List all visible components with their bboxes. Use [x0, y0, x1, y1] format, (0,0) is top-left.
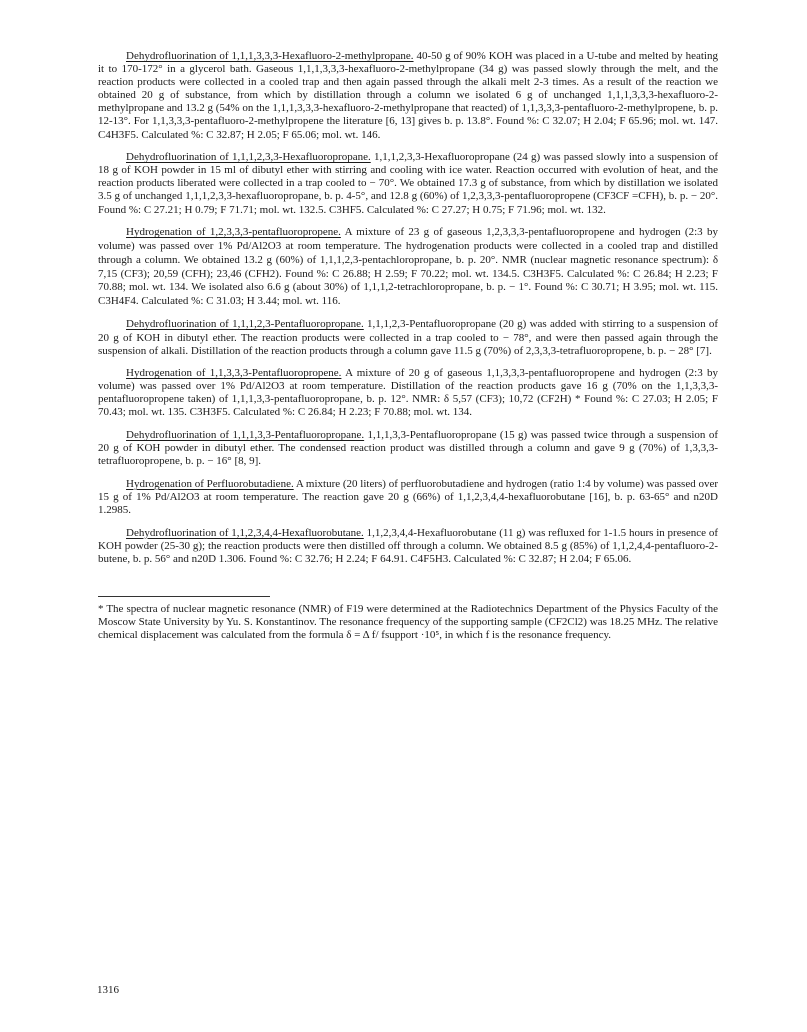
paragraph-2-title: Dehydrofluorination of 1,1,1,2,3,3-Hexafluoropropane. — [126, 151, 371, 164]
paragraph-7-title: Hydrogenation of Perfluorobutadiene. — [126, 477, 294, 490]
paragraph-1-title: Dehydrofluorination of 1,1,1,3,3,3-Hexafluoro-2-methylpropane. — [126, 50, 414, 62]
footnote: * The spectra of nuclear magnetic resonance (NMR) of F19 were determined at the Radiotechnics Department of the Physics Faculty of the Moscow State University by Yu. S. Konstantinov. The resonance frequency of the supporting sample (CF2Cl2) was 18.25 MHz. The relative chemical displacement was calculated from the formula δ = Δ f/ fsupport ·10⁵, in which f is the resonance frequency. — [98, 602, 718, 642]
paragraph-4 — [98, 318, 718, 357]
paragraph-8-body: 1,1,2,3,4,4-Hexafluorobutane (11 g) was refluxed for 1-1.5 hours in presence of KOH powder (25-30 g); the reaction products were then distilled off through a column. We obtained 8.5 g (85%) of 1,1,2,4,4-pentafluoro-2-butene, b. p. 56° and n20D 1.306. Found %: C 32.76; H 2.24; F 64.91. C4F5H3. Calculated %: C 32.87; H 2.04; F 65.06. — [98, 526, 718, 565]
paragraph-5 — [98, 367, 718, 419]
paragraph-8-title: Dehydrofluorination of 1,1,2,3,4,4-Hexafluorobutane. — [126, 526, 364, 539]
paragraph-3-body: A mixture of 23 g of gaseous 1,2,3,3,3-pentafluoropropene and hydrogen (2:3 by volume) was passed over 1% Pd/Al2O3 at room temperature. The hydrogenation products were collected in a cooled trap and distilled through a column. We obtained 13.2 g (60%) of 1,1,1,2,3-pentachloropropane, b. p. 20°. NMR (nuclear magnetic resonance spectrum): δ 7,15 (CF3); 20,59 (CFH); 23,46 (CFH2). Found %: C 26.88; H 2.59; F 70.22; mol. wt. 134.5. C3H3F5. Calculated %: C 26.84; H 2.23; F 70.88; mol. wt. 134. We isolated also 6.6 g (about 30%) of 1,1,1,2-tetrachloropropane, b. p. − 1°. Found %: C 30.71; H 3.95; mol. wt. 115. C3H4F4. Calculated %: C 31.03; H 3.44; mol. wt. 116. — [98, 226, 718, 308]
paragraph-1-body: 40-50 g of 90% KOH was placed in a U-tube and melted by heating it to 170-172° in a glycerol bath. Gaseous 1,1,1,3,3,3-hexafluoro-2-methylpropane (34 g) was passed slowly through the melt, and the reaction products were collected in a cooled trap and then again passed through the alkali melt 2-3 times. As a result of the reaction we obtained 20 g of substance, from which by distillation through a column we isolated 6 g of unchanged 1,1,1,3,3,3-hexafluoro-2-methylpropane and 13.2 g (54% on the 1,1,1,3,3,3-hexafluoro-2-methylpropane that reacted) of 1,1,3,3,3-pentafluoro-2-methylpropene, b. p. 12-13°. For 1,1,3,3,3-pentafluoro-2-methylpropene the literature [6, 13] gives b. p. 13.8°. Found %: C 32.07; H 2.04; F 65.96; mol. wt. 147. C4H3F5. Calculated %: C 32.87; H 2.05; F 65.06; mol. wt. 146. — [98, 50, 718, 141]
paragraph-4-body: 1,1,1,2,3-Pentafluoropropane (20 g) was added with stirring to a suspension of 20 g of KOH in dibutyl ether. The reaction products were collected in a trap cooled to − 78°, and were then passed again through the suspension of alkali. Distillation of the reaction products through a column gave 11.5 g (70%) of 2,3,3,3-tetrafluoropropene, b. p. − 28° [7]. — [98, 318, 718, 357]
paragraph-6-body: 1,1,1,3,3-Pentafluoropropane (15 g) was passed twice through a suspension of 20 g of KOH powder in dibutyl ether. The condensed reaction product was distilled through a column and gave 9 g (70%) of 1,3,3,3-tetrafluoropropene, b. p. − 16° [8, 9]. — [98, 429, 718, 468]
paragraph-1 — [98, 50, 718, 142]
paragraph-2 — [98, 151, 718, 216]
paragraph-8 — [98, 527, 718, 566]
paragraph-3-title: Hydrogenation of 1,2,3,3,3-pentafluoropropene. — [126, 226, 341, 239]
paragraph-6 — [98, 429, 718, 468]
paragraph-7-body: A mixture (20 liters) of perfluorobutadiene and hydrogen (ratio 1:4 by volume) was passed over 15 g of 1% Pd/Al2O3 at room temperature. The reaction gave 20 g (66%) of 1,1,2,3,4,4-hexafluorobutane [16], b. p. 63-65° and n20D 1.2985. — [98, 477, 719, 517]
paragraph-3 — [98, 226, 718, 309]
paragraph-5-body: A mixture of 20 g of gaseous 1,1,3,3,3-pentafluoropropene and hydrogen (2:3 by volume) was passed over 1% Pd/Al2O3 at room temperature. Distillation of the reaction products gave 16 g (70% on the 1,1,3,3,3-pentafluoropropene taken) of 1,1,1,3,3-pentafluoropropane, b. p. 12°. NMR: δ 5,57 (CF3); 10,72 (CF2H) * Found %: C 27.03; H 2.05; F 70.43; mol. wt. 135. C3H3F5. Calculated %: C 26.84; H 2.23; F 70.88; mol. wt. 134. — [98, 367, 718, 419]
paragraph-6-title: Dehydrofluorination of 1,1,1,3,3-Pentafluoropropane. — [126, 429, 365, 442]
paper-page — [98, 50, 718, 643]
paragraph-5-title: Hydrogenation of 1,1,3,3,3-Pentafluoropropene. — [126, 367, 342, 380]
paragraph-2-body: 1,1,1,2,3,3-Hexafluoropropane (24 g) was passed slowly into a suspension of 18 g of KOH powder in 15 ml of dibutyl ether with stirring and cooling with ice water. Reaction occurred with evolution of heat, and the reaction products liberated were collected in a trap cooled to − 70°. We obtained 17.3 g of substance, from which by distillation we isolated 3.5 g of unchanged 1,1,1,2,3,3-hexafluoropropane, b. p. 4-5°, and 12.8 g (60%) of 1,2,3,3,3-pentafluoropropene (CF3CF =CFH), b. p. − 20°. Found %: C 27.21; H 0.79; F 71.71; mol. wt. 132.5. C3HF5. Calculated %: C 27.27; H 0.75; F 71.96; mol. wt. 132. — [98, 151, 718, 216]
paragraph-7 — [98, 478, 718, 517]
page-number: 1316 — [97, 984, 119, 996]
footnote-divider — [98, 596, 270, 597]
paragraph-4-title: Dehydrofluorination of 1,1,1,2,3-Pentafluoropropane. — [126, 318, 364, 331]
